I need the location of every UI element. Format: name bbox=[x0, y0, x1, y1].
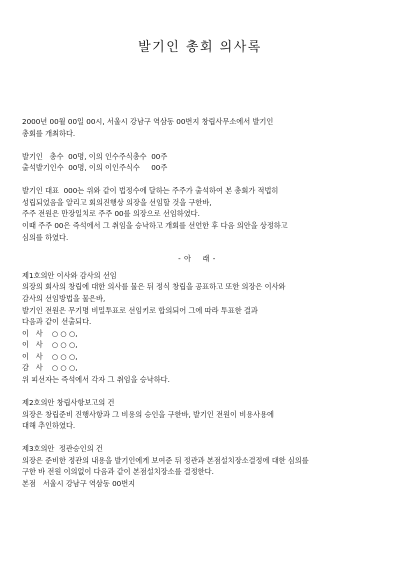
auditor-line: 감 사 ○ ○ ○, bbox=[22, 363, 78, 373]
attendance-line: 발기인 총수 00명, 이의 인수주식총수 00주 bbox=[22, 151, 168, 161]
agenda-line: 위 피선자는 즉석에서 각자 그 취임을 승낙하다. bbox=[22, 375, 170, 385]
document-body bbox=[22, 116, 372, 490]
agenda-line: 의장은 창립준비 진행사항과 그 비용의 승인을 구한바, 발기인 전원이 비용사용에 bbox=[22, 409, 274, 419]
agenda-line: 감사의 선임방법을 물은바, bbox=[22, 293, 106, 303]
agenda-heading: 제3호의안 정관승인의 건 bbox=[22, 444, 103, 454]
agenda-line: 다음과 같이 선출되다. bbox=[22, 317, 92, 327]
agenda-item-2 bbox=[22, 397, 372, 432]
intro-line: 2000년 00월 00일 00시, 서울시 강남구 역삼동 00번지 창립사무소에서 발기인 bbox=[22, 117, 274, 126]
agenda-heading: 제1호의안 이사와 감사의 선임 bbox=[22, 270, 117, 280]
opening-line: 성립되었음을 알리고 회의진행상 의장을 선임할 것을 구한바, bbox=[22, 197, 212, 207]
agenda-line: 의장은 준비한 정관의 내용을 발기인에게 보여준 뒤 정관과 본점설치장소결정에 대한 심의를 bbox=[22, 455, 309, 465]
attendance-paragraph bbox=[22, 151, 372, 174]
intro-paragraph bbox=[22, 116, 372, 139]
director-line: 이 사 ○ ○ ○, bbox=[22, 340, 78, 350]
agenda-line: 의장의 회사의 창립에 대한 의사를 물은 뒤 정식 창립을 공표하고 또한 의장은 이사와 bbox=[22, 282, 286, 292]
agenda-line: 대해 추인하였다. bbox=[22, 421, 76, 431]
agenda-line: 본점 서울시 강남구 역삼동 00번지 bbox=[22, 479, 136, 488]
opening-line: 이때 주주 00은 즉석에서 그 취임을 승낙하고 개회를 선언한 후 다음 의안을 상정하고 bbox=[22, 220, 288, 230]
agenda-line: 발기인 전원은 무기명 비밀투표로 선임키로 합의되어 그에 따라 투표한 결과 bbox=[22, 305, 258, 315]
attendance-line: 출석발기인수 00명, 이의 이인주식수 00주 bbox=[22, 163, 168, 173]
section-divider: - 아 래 - bbox=[178, 254, 216, 264]
director-line: 이 사 ○ ○ ○, bbox=[22, 328, 78, 338]
opening-paragraph bbox=[22, 185, 372, 243]
opening-line: 심의를 하였다. bbox=[22, 232, 69, 242]
agenda-line: 구한 바 전원 이의없이 다음과 같이 본점설치장소를 결정한다. bbox=[22, 467, 214, 477]
opening-line: 주주 전원은 만장일치로 주주 00를 의장으로 선임하였다. bbox=[22, 209, 200, 219]
agenda-heading: 제2호의안 창립사항보고의 건 bbox=[22, 398, 115, 408]
opening-line: 발기인 대표 000는 위와 같이 법정수에 달하는 주주가 출석하여 본 총회가 적법히 bbox=[22, 186, 279, 196]
document-title: 발기인 총회 의사록 bbox=[138, 40, 262, 55]
agenda-item-1 bbox=[22, 270, 372, 386]
agenda-item-3 bbox=[22, 443, 372, 489]
intro-line: 총회를 개최하다. bbox=[22, 128, 76, 138]
director-line: 이 사 ○ ○ ○, bbox=[22, 351, 78, 361]
